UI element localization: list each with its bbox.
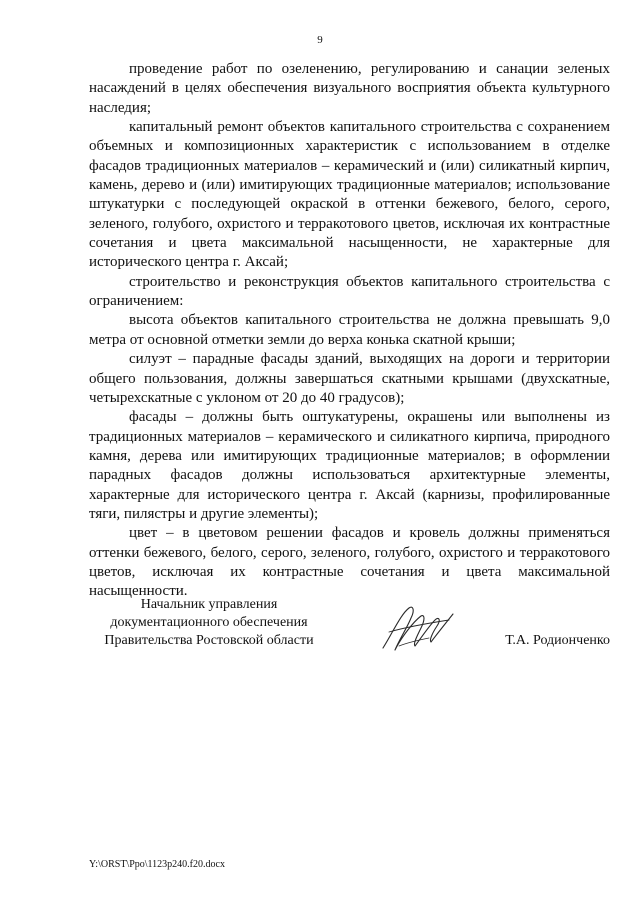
file-path: Y:\ORST\Ppo\1123p240.f20.docx <box>89 859 225 870</box>
paragraph-greening: проведение работ по озеленению, регулированию и санации зеленых насаждений в целях обеспечения визуального восприятия объекта культурного наследия; <box>89 61 610 116</box>
signature-block <box>89 596 610 656</box>
signatory-title-line: Правительства Ростовской области <box>104 633 314 648</box>
paragraph-color: цвет – в цветовом решении фасадов и кровель должны применяться оттенки бежевого, белого, серого, зеленого, голубого, охристого и терракотового цветов, исключая их контрастные сочетания и цвета максимальной насыщенности. <box>89 525 610 600</box>
paragraph-facades: фасады – должны быть оштукатурены, окрашены или выполнены из традиционных материалов – керамического и силикатного кирпича, природного камня, дерева или имитирующих традиционные материалов; в оформлении парадных фасадов должны использоваться архитектурные элементы, характерные для исторического центра г. Аксай (карнизы, профилированные тяги, пилястры и другие элементы); <box>89 409 610 522</box>
signatory-name: Т.А. Родионченко <box>505 633 610 648</box>
paragraph-silhouette: силуэт – парадные фасады зданий, выходящих на дороги и территории общего пользования, должны завершаться скатными крышами (двухскатные, четырехскатные с уклоном от 20 до 40 градусов); <box>89 351 610 406</box>
paragraph-capital-repair: капитальный ремонт объектов капитального строительства с сохранением объемных и композиционных характеристик с использованием в отделке фасадов традиционных материалов – керамический и (или) силикатный кирпич, камень, дерево и (или) имитирующих традиционные материалов; использование штукатурки с последующей окраской в оттенки бежевого, белого, серого, зеленого, голубого, охристого и терракотового цветов, исключая их контрастные сочетания и цвета максимальной насыщенности, не характерные для исторического центра г. Аксай; <box>89 119 610 271</box>
paragraph-construction-limits: строительство и реконструкция объектов капитального строительства с ограничением: <box>89 273 610 310</box>
document-body <box>89 60 610 602</box>
paragraph-height-limit: высота объектов капитального строительства не должна превышать 9,0 метра от основной отметки земли до верха конька скатной крыши; <box>89 312 610 348</box>
handwritten-signature <box>379 602 457 660</box>
signatory-title-line: Начальник управления <box>140 597 278 612</box>
signatory-title <box>89 596 329 650</box>
signatory-title-line: документационного обеспечения <box>110 615 308 630</box>
page-number: 9 <box>317 34 323 46</box>
